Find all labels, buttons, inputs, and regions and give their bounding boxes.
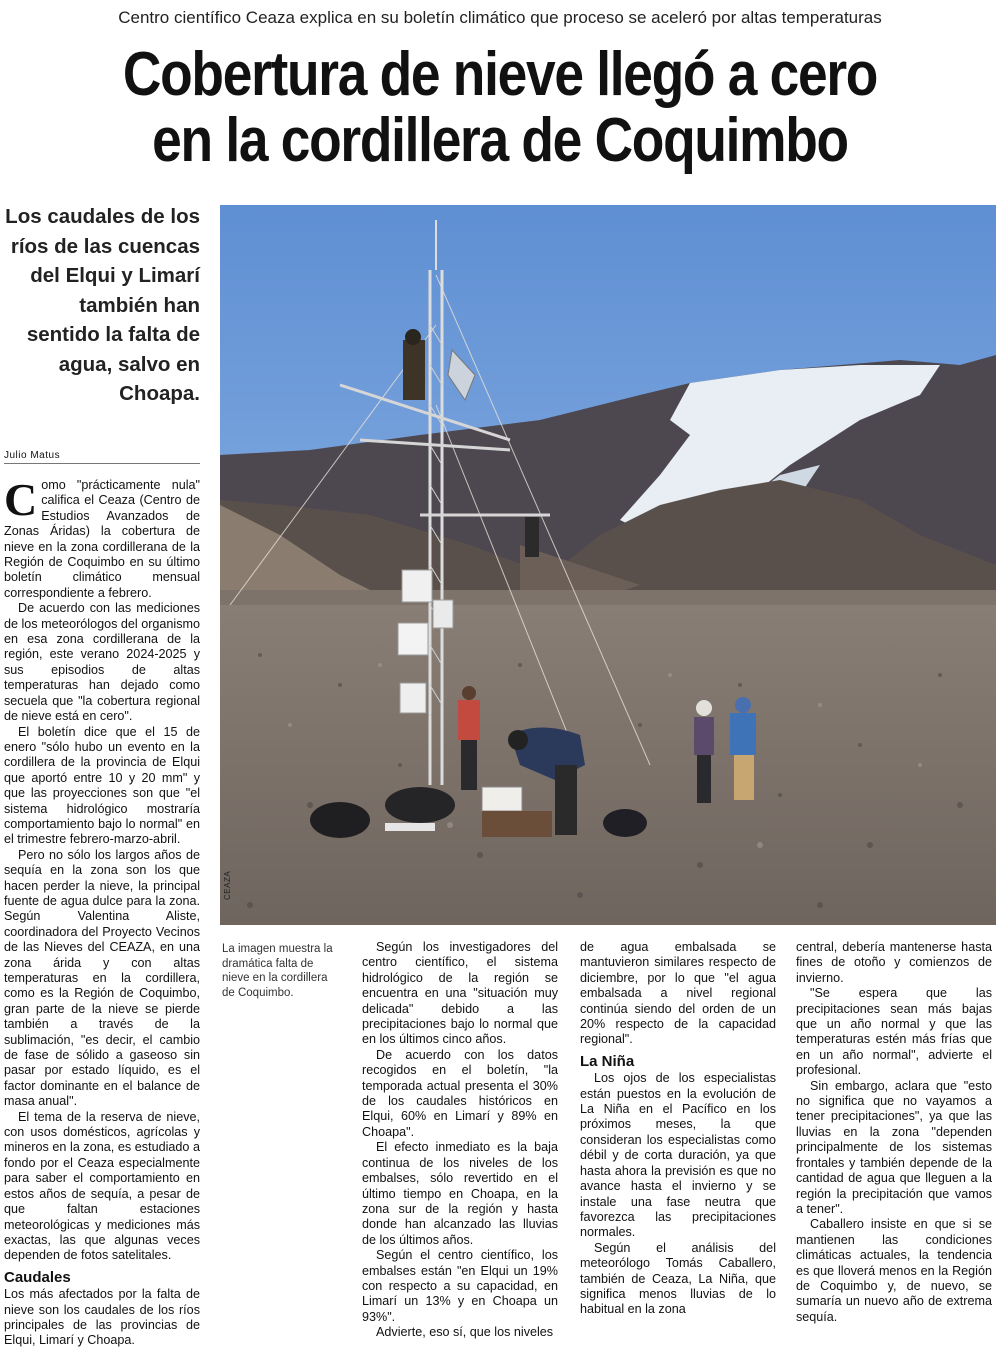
byline: Julio Matus [4,450,200,464]
paragraph-11: de agua embalsada se mantuvieron similares respecto de diciembre, por lo que "el agua embalsada a nivel regional continúa siendo del orden de un 20% respecto de la capacidad regional". [580,940,776,1047]
mountain-station-illustration [220,205,996,925]
kicker: Centro científico Ceaza explica en su boletín climático que proceso se aceleró por altas temperaturas [118,8,882,27]
column-4 [796,940,992,1325]
paragraph-5: El tema de la reserva de nieve, con usos domésticos, agrícolas y mineros en la zona, es estudiado a fondo por el Ceaza especialmente para saber el comportamiento en estos años de sequía, a pesar de que faltan estaciones meteorológicas y mediciones más exactas, las que algunas veces dependen de fotos satelitales. [4,1109,200,1263]
column-1 [4,474,201,1349]
paragraph-1: Como "prácticamente nula" califica el Ceaza (Centro de Estudios Avanzados de Zonas Áridas) la cobertura de nieve en la zona cordillerana de la Región de Coquimbo en su último boletín climático mensual correspondiente a febrero. [4,474,200,600]
paragraph-13: Según el análisis del meteorólogo Tomás Caballero, también de Ceaza, La Niña, que significa menos lluvias de lo habitual en la zona [580,1240,776,1317]
paragraph-7: Según los investigadores del centro científico, el sistema hidrológico de la región se encuentra en una "situación muy delicada" debido a las precipitaciones bajo lo normal que en los últimos cinco años. [362,940,558,1047]
paragraph-13-cont: central, debería mantenerse hasta fines de otoño y comienzos de invierno. [796,940,992,985]
paragraph-2: De acuerdo con las mediciones de los meteorólogos del organismo en esa zona cordillerana de la región, este verano 2024-2025 y sus episodios de altas temperaturas han dejado como secuela que "la cobertura regional de nieve está en cero". [4,601,201,724]
lead-paragraph: Los caudales de los ríos de las cuencas del Elqui y Limarí también han sentido la falta de agua, salvo en Choapa. [5,205,200,405]
paragraph-10: Según el centro científico, los embalses están "en Elqui un 19% con respecto a su capacidad, en Limarí un 13% y en Choapa un 93%". [362,1248,558,1324]
subhead-la-nina: La Niña [580,1052,635,1070]
headline [70,42,930,174]
paragraph-9: El efecto inmediato es la baja continua de los niveles de los embalses, sólo revertido en el último tiempo en Choapa, en la zona sur de la región y hasta donde han alcanzado las lluvias de los últimos años. [362,1140,558,1247]
main-photo [220,205,996,925]
person-red-jacket [458,686,480,790]
subhead-caudales: Caudales [4,1268,71,1286]
photo-credit: CEAZA [223,870,232,900]
paragraph-14: "Se espera que las precipitaciones sean más bajas que un año normal y que las temperaturas estén más frías que en un año normal", advierte el profesional. [796,986,992,1078]
headline-line-2: en la cordillera de Coquimbo [152,106,848,175]
paragraph-3: El boletín dice que el 15 de enero "sólo hubo un evento en la cordillera de la provincia de Elqui que aportó entre 10 y 20 mm" y que las proyecciones son que "el sistema hidrológico mostraría comportamiento bajo lo normal" en el trimestre febrero-marzo-abril. [4,724,200,847]
column-2 [362,940,558,1341]
headline-line-1: Cobertura de nieve llegó a cero [122,40,878,109]
dropcap: C [4,474,38,525]
paragraph-6: Los más afectados por la falta de nieve son los caudales de los ríos principales de las provincias de Elqui, Limarí y Choapa. [4,1287,200,1348]
column-3 [580,940,776,1318]
paragraph-15: Sin embargo, aclara que "esto no significa que no vayamos a tener precipitaciones", ya que las lluvias en la zona "dependen principalmente de los sistemas frontales y también depende de la cantidad de agua que lleguen a la región la precipitación que vamos a tener". [796,1078,992,1216]
photo-caption: La imagen muestra la dramática falta de nieve en la cordillera de Coquimbo. [222,943,333,999]
paragraph-8: De acuerdo con los datos recogidos en el boletín, "la temporada actual presenta el 30% de los caudales históricos en Elqui, 60% en Limarí y 89% en Choapa". [362,1047,558,1139]
paragraph-16: Caballero insiste en que si se mantienen las condiciones climáticas actuales, la tendencia es que lloverá menos en la Región de Coquimbo y, de nuevo, se sumaría un nuevo año de extrema sequía. [796,1217,992,1324]
paragraph-11-start: Advierte, eso sí, que los niveles [376,1325,554,1340]
paragraph-4: Pero no sólo los largos años de sequía en la zona son los que hacen perder la nieve, la principal fuente de agua dulce para la zona. Según Valentina Aliste, coordinadora del Proyecto Vecinos de las Nieves del CEAZA, en una zona árida y con altas temperaturas en la cordillera, como es la Región de Coquimbo, gran parte de la nieve se pierde también a través de la sublimación, "es decir, el cambio de fase de sólido a gaseoso sin pasar por estado líquido, es el factor dominante en el balance de masa anual". [4,847,200,1109]
paragraph-12: Los ojos de los especialistas están puestos en la evolución de La Niña en el Pacífico en los próximos meses, la que consideran los especialistas como débil y de corta duración, ya que hasta ahora la previsión es que no avance hasta el invierno y se instale una fase neutra que favorezca las precipitaciones normales. [580,1071,776,1240]
